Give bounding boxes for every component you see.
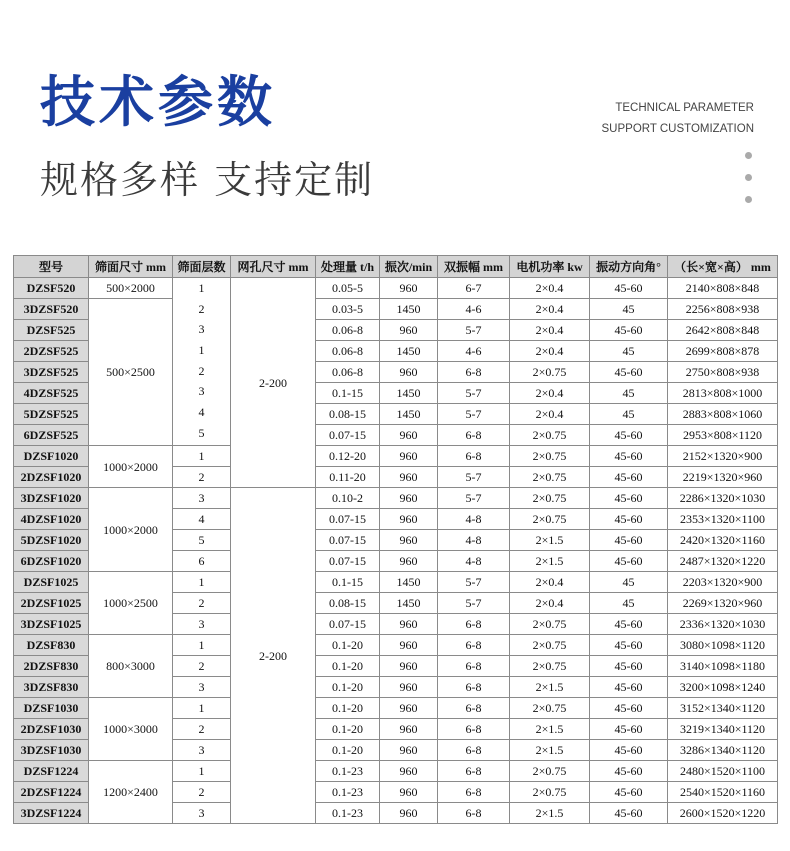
frequency-cell: 960 <box>380 446 438 467</box>
model-cell: 3DZSF1025 <box>14 614 89 635</box>
column-header: 型号 <box>14 256 89 278</box>
capacity-cell: 0.12-20 <box>316 446 380 467</box>
frequency-cell: 1450 <box>380 341 438 362</box>
layers-cell: 2 <box>173 719 231 740</box>
power-cell: 2×0.75 <box>510 362 590 383</box>
amplitude-cell: 4-6 <box>438 299 510 320</box>
dimensions-cell: 2140×808×848 <box>668 278 778 299</box>
amplitude-cell: 6-8 <box>438 698 510 719</box>
frequency-cell: 960 <box>380 509 438 530</box>
dimensions-cell: 2269×1320×960 <box>668 593 778 614</box>
power-cell: 2×0.75 <box>510 698 590 719</box>
capacity-cell: 0.07-15 <box>316 509 380 530</box>
capacity-cell: 0.11-20 <box>316 467 380 488</box>
frequency-cell: 960 <box>380 740 438 761</box>
dimensions-cell: 2219×1320×960 <box>668 467 778 488</box>
capacity-cell: 0.06-8 <box>316 341 380 362</box>
power-cell: 2×0.75 <box>510 425 590 446</box>
layer-value: 1 <box>198 281 205 295</box>
angle-cell: 45 <box>590 341 668 362</box>
power-cell: 2×0.75 <box>510 446 590 467</box>
layers-cell: 5 <box>173 530 231 551</box>
frequency-cell: 1450 <box>380 299 438 320</box>
amplitude-cell: 5-7 <box>438 404 510 425</box>
frequency-cell: 960 <box>380 635 438 656</box>
mesh-cell: 2-200 <box>231 488 316 824</box>
model-cell: 6DZSF525 <box>14 425 89 446</box>
header-row <box>14 256 778 278</box>
capacity-cell: 0.1-20 <box>316 719 380 740</box>
dimensions-cell: 2480×1520×1100 <box>668 761 778 782</box>
power-cell: 2×0.75 <box>510 782 590 803</box>
amplitude-cell: 6-8 <box>438 719 510 740</box>
spec-table-header <box>14 256 778 278</box>
size-cell: 1200×2400 <box>89 761 173 824</box>
dimensions-cell: 3286×1340×1120 <box>668 740 778 761</box>
table-row <box>14 761 778 782</box>
column-header: 网孔尺寸 mm <box>231 256 316 278</box>
layers-cell: 3 <box>173 740 231 761</box>
layers-cell: 3 <box>173 614 231 635</box>
capacity-cell: 0.1-15 <box>316 572 380 593</box>
power-cell: 2×0.75 <box>510 635 590 656</box>
mesh-cell: 2-200 <box>231 278 316 488</box>
power-cell: 2×1.5 <box>510 740 590 761</box>
amplitude-cell: 6-8 <box>438 782 510 803</box>
capacity-cell: 0.1-20 <box>316 677 380 698</box>
dimensions-cell: 2540×1520×1160 <box>668 782 778 803</box>
capacity-cell: 0.08-15 <box>316 404 380 425</box>
capacity-cell: 0.06-8 <box>316 362 380 383</box>
spec-table <box>13 255 778 824</box>
capacity-cell: 0.08-15 <box>316 593 380 614</box>
frequency-cell: 1450 <box>380 572 438 593</box>
layers-cell: 1 <box>173 635 231 656</box>
column-header: 振动方向角° <box>590 256 668 278</box>
frequency-cell: 1450 <box>380 404 438 425</box>
capacity-cell: 0.07-15 <box>316 551 380 572</box>
angle-cell: 45-60 <box>590 509 668 530</box>
capacity-cell: 0.10-2 <box>316 488 380 509</box>
english-caption-line-1: TECHNICAL PARAMETER <box>615 102 754 114</box>
amplitude-cell: 6-8 <box>438 614 510 635</box>
layers-cell: 3 <box>173 677 231 698</box>
layers-cell: 4 <box>173 509 231 530</box>
capacity-cell: 0.07-15 <box>316 530 380 551</box>
amplitude-cell: 6-8 <box>438 677 510 698</box>
power-cell: 2×0.4 <box>510 572 590 593</box>
frequency-cell: 1450 <box>380 593 438 614</box>
amplitude-cell: 5-7 <box>438 320 510 341</box>
dimensions-cell: 2353×1320×1100 <box>668 509 778 530</box>
dimensions-cell: 2256×808×938 <box>668 299 778 320</box>
dimensions-cell: 2883×808×1060 <box>668 404 778 425</box>
capacity-cell: 0.1-23 <box>316 803 380 824</box>
amplitude-cell: 6-8 <box>438 740 510 761</box>
model-cell: 3DZSF520 <box>14 299 89 320</box>
spec-table-body <box>14 278 778 824</box>
size-cell: 500×2000 <box>89 278 173 299</box>
power-cell: 2×1.5 <box>510 530 590 551</box>
frequency-cell: 960 <box>380 614 438 635</box>
layers-cell <box>173 278 231 446</box>
page-subtitle: 规格多样 支持定制 <box>40 158 375 202</box>
frequency-cell: 960 <box>380 551 438 572</box>
capacity-cell: 0.1-15 <box>316 383 380 404</box>
angle-cell: 45-60 <box>590 530 668 551</box>
amplitude-cell: 6-8 <box>438 656 510 677</box>
power-cell: 2×0.75 <box>510 614 590 635</box>
layers-cell: 3 <box>173 488 231 509</box>
frequency-cell: 960 <box>380 782 438 803</box>
layers-cell: 2 <box>173 593 231 614</box>
amplitude-cell: 6-8 <box>438 635 510 656</box>
angle-cell: 45-60 <box>590 761 668 782</box>
dimensions-cell: 2953×808×1120 <box>668 425 778 446</box>
amplitude-cell: 5-7 <box>438 572 510 593</box>
angle-cell: 45 <box>590 572 668 593</box>
power-cell: 2×0.4 <box>510 404 590 425</box>
model-cell: 3DZSF1224 <box>14 803 89 824</box>
layers-cell: 2 <box>173 656 231 677</box>
layers-cell: 6 <box>173 551 231 572</box>
layers-cell: 1 <box>173 446 231 467</box>
amplitude-cell: 6-8 <box>438 761 510 782</box>
angle-cell: 45-60 <box>590 467 668 488</box>
angle-cell: 45 <box>590 383 668 404</box>
table-row <box>14 278 778 299</box>
power-cell: 2×0.75 <box>510 488 590 509</box>
amplitude-cell: 6-8 <box>438 446 510 467</box>
frequency-cell: 960 <box>380 425 438 446</box>
angle-cell: 45-60 <box>590 677 668 698</box>
model-cell: 2DZSF830 <box>14 656 89 677</box>
layers-cell: 1 <box>173 761 231 782</box>
angle-cell: 45-60 <box>590 614 668 635</box>
model-cell: 4DZSF525 <box>14 383 89 404</box>
power-cell: 2×0.4 <box>510 383 590 404</box>
dimensions-cell: 3200×1098×1240 <box>668 677 778 698</box>
amplitude-cell: 6-8 <box>438 362 510 383</box>
dimensions-cell: 2600×1520×1220 <box>668 803 778 824</box>
angle-cell: 45-60 <box>590 446 668 467</box>
column-header: 振次/min <box>380 256 438 278</box>
english-caption <box>602 98 755 140</box>
dimensions-cell: 2750×808×938 <box>668 362 778 383</box>
size-cell: 1000×2500 <box>89 572 173 635</box>
capacity-cell: 0.03-5 <box>316 299 380 320</box>
dimensions-cell: 2286×1320×1030 <box>668 488 778 509</box>
table-row <box>14 698 778 719</box>
size-cell: 500×2500 <box>89 299 173 446</box>
power-cell: 2×0.4 <box>510 593 590 614</box>
column-header: 筛面层数 <box>173 256 231 278</box>
angle-cell: 45-60 <box>590 698 668 719</box>
layer-value: 3 <box>198 322 205 337</box>
layer-value: 4 <box>198 405 205 420</box>
angle-cell: 45-60 <box>590 320 668 341</box>
dimensions-cell: 3152×1340×1120 <box>668 698 778 719</box>
amplitude-cell: 4-6 <box>438 341 510 362</box>
dimensions-cell: 2699×808×878 <box>668 341 778 362</box>
angle-cell: 45 <box>590 593 668 614</box>
dimensions-cell: 2420×1320×1160 <box>668 530 778 551</box>
amplitude-cell: 4-8 <box>438 509 510 530</box>
angle-cell: 45-60 <box>590 782 668 803</box>
layer-value: 5 <box>198 425 205 440</box>
model-cell: 2DZSF1224 <box>14 782 89 803</box>
dimensions-cell: 2642×808×848 <box>668 320 778 341</box>
model-cell: 3DZSF525 <box>14 362 89 383</box>
dimensions-cell: 2152×1320×900 <box>668 446 778 467</box>
model-cell: 3DZSF1030 <box>14 740 89 761</box>
column-header: 筛面尺寸 mm <box>89 256 173 278</box>
angle-cell: 45-60 <box>590 635 668 656</box>
page-title: 技术参数 <box>40 70 277 134</box>
dimensions-cell: 2336×1320×1030 <box>668 614 778 635</box>
angle-cell: 45 <box>590 404 668 425</box>
layers-cell: 1 <box>173 698 231 719</box>
model-cell: 2DZSF525 <box>14 341 89 362</box>
model-cell: 4DZSF1020 <box>14 509 89 530</box>
frequency-cell: 960 <box>380 320 438 341</box>
dimensions-cell: 2487×1320×1220 <box>668 551 778 572</box>
capacity-cell: 0.07-15 <box>316 614 380 635</box>
layer-value: 2 <box>198 301 205 316</box>
power-cell: 2×0.4 <box>510 320 590 341</box>
model-cell: DZSF525 <box>14 320 89 341</box>
model-cell: 5DZSF525 <box>14 404 89 425</box>
model-cell: DZSF520 <box>14 278 89 299</box>
table-row <box>14 572 778 593</box>
power-cell: 2×0.4 <box>510 341 590 362</box>
layer-value: 3 <box>198 384 205 399</box>
angle-cell: 45-60 <box>590 362 668 383</box>
model-cell: 3DZSF1020 <box>14 488 89 509</box>
layer-value: 1 <box>198 343 205 358</box>
angle-cell: 45-60 <box>590 656 668 677</box>
frequency-cell: 960 <box>380 362 438 383</box>
power-cell: 2×0.75 <box>510 467 590 488</box>
frequency-cell: 960 <box>380 719 438 740</box>
angle-cell: 45-60 <box>590 803 668 824</box>
size-cell: 1000×2000 <box>89 446 173 488</box>
power-cell: 2×0.75 <box>510 509 590 530</box>
table-row <box>14 299 778 320</box>
model-cell: 2DZSF1030 <box>14 719 89 740</box>
amplitude-cell: 5-7 <box>438 467 510 488</box>
more-dots-icon <box>745 152 752 218</box>
size-cell: 800×3000 <box>89 635 173 698</box>
table-row <box>14 635 778 656</box>
capacity-cell: 0.1-23 <box>316 782 380 803</box>
amplitude-cell: 5-7 <box>438 593 510 614</box>
column-header: 电机功率 kw <box>510 256 590 278</box>
power-cell: 2×1.5 <box>510 719 590 740</box>
model-cell: 6DZSF1020 <box>14 551 89 572</box>
amplitude-cell: 4-8 <box>438 551 510 572</box>
amplitude-cell: 6-8 <box>438 425 510 446</box>
power-cell: 2×0.4 <box>510 299 590 320</box>
amplitude-cell: 6-8 <box>438 803 510 824</box>
column-header: 处理量 t/h <box>316 256 380 278</box>
angle-cell: 45 <box>590 299 668 320</box>
capacity-cell: 0.06-8 <box>316 320 380 341</box>
frequency-cell: 960 <box>380 278 438 299</box>
table-row <box>14 488 778 509</box>
capacity-cell: 0.1-20 <box>316 740 380 761</box>
dimensions-cell: 3140×1098×1180 <box>668 656 778 677</box>
column-header: （长×宽×高） mm <box>668 256 778 278</box>
model-cell: 2DZSF1025 <box>14 593 89 614</box>
frequency-cell: 960 <box>380 761 438 782</box>
layers-cell: 3 <box>173 803 231 824</box>
capacity-cell: 0.1-20 <box>316 698 380 719</box>
angle-cell: 45-60 <box>590 278 668 299</box>
capacity-cell: 0.1-20 <box>316 635 380 656</box>
power-cell: 2×0.75 <box>510 761 590 782</box>
angle-cell: 45-60 <box>590 551 668 572</box>
layers-cell: 1 <box>173 572 231 593</box>
power-cell: 2×0.75 <box>510 656 590 677</box>
angle-cell: 45-60 <box>590 719 668 740</box>
power-cell: 2×1.5 <box>510 551 590 572</box>
model-cell: 3DZSF830 <box>14 677 89 698</box>
model-cell: DZSF1030 <box>14 698 89 719</box>
layer-value: 2 <box>198 363 205 378</box>
capacity-cell: 0.05-5 <box>316 278 380 299</box>
frequency-cell: 960 <box>380 488 438 509</box>
capacity-cell: 0.1-20 <box>316 656 380 677</box>
table-row <box>14 446 778 467</box>
model-cell: 5DZSF1020 <box>14 530 89 551</box>
dimensions-cell: 3219×1340×1120 <box>668 719 778 740</box>
dimensions-cell: 2203×1320×900 <box>668 572 778 593</box>
angle-cell: 45-60 <box>590 488 668 509</box>
power-cell: 2×0.4 <box>510 278 590 299</box>
amplitude-cell: 4-8 <box>438 530 510 551</box>
angle-cell: 45-60 <box>590 425 668 446</box>
amplitude-cell: 6-7 <box>438 278 510 299</box>
layers-cell: 2 <box>173 467 231 488</box>
frequency-cell: 960 <box>380 803 438 824</box>
dimensions-cell: 3080×1098×1120 <box>668 635 778 656</box>
frequency-cell: 1450 <box>380 383 438 404</box>
column-header: 双振幅 mm <box>438 256 510 278</box>
power-cell: 2×1.5 <box>510 677 590 698</box>
frequency-cell: 960 <box>380 677 438 698</box>
amplitude-cell: 5-7 <box>438 383 510 404</box>
dimensions-cell: 2813×808×1000 <box>668 383 778 404</box>
frequency-cell: 960 <box>380 698 438 719</box>
capacity-cell: 0.07-15 <box>316 425 380 446</box>
capacity-cell: 0.1-23 <box>316 761 380 782</box>
model-cell: DZSF1224 <box>14 761 89 782</box>
frequency-cell: 960 <box>380 467 438 488</box>
angle-cell: 45-60 <box>590 740 668 761</box>
english-caption-line-2: SUPPORT CUSTOMIZATION <box>601 123 754 135</box>
model-cell: DZSF1025 <box>14 572 89 593</box>
amplitude-cell: 5-7 <box>438 488 510 509</box>
size-cell: 1000×3000 <box>89 698 173 761</box>
layers-cell: 2 <box>173 782 231 803</box>
model-cell: 2DZSF1020 <box>14 467 89 488</box>
frequency-cell: 960 <box>380 656 438 677</box>
model-cell: DZSF1020 <box>14 446 89 467</box>
power-cell: 2×1.5 <box>510 803 590 824</box>
size-cell: 1000×2000 <box>89 488 173 572</box>
model-cell: DZSF830 <box>14 635 89 656</box>
frequency-cell: 960 <box>380 530 438 551</box>
